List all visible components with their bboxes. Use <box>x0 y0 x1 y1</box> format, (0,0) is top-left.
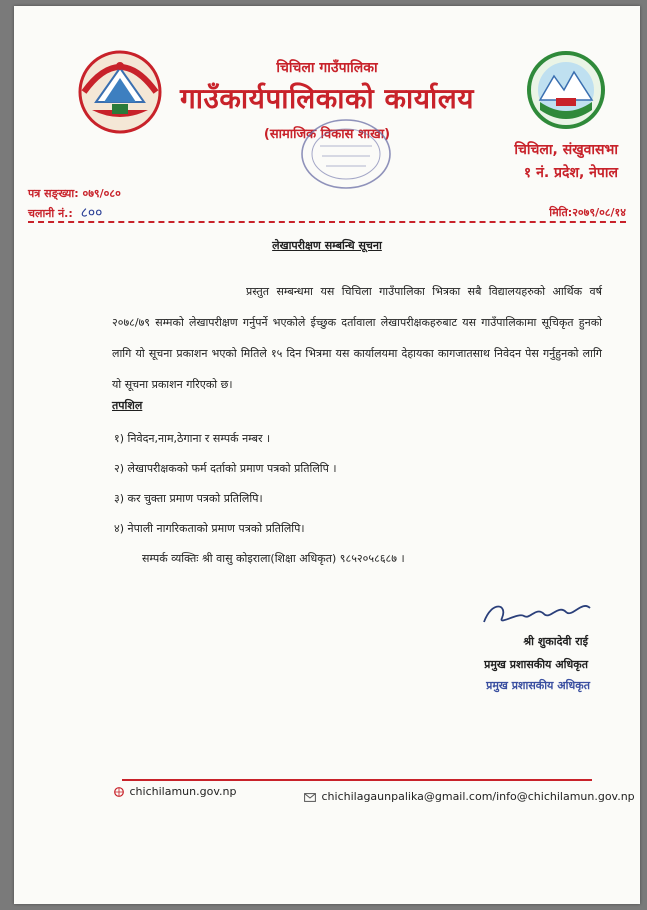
globe-icon <box>114 787 124 797</box>
list-item: ४) नेपाली नागरिकताको प्रमाण पत्रको प्रतिलिपि। <box>114 522 305 535</box>
envelope-icon <box>304 793 316 802</box>
letter-page <box>14 6 640 904</box>
dispatch-number-value: ८०० <box>80 205 103 221</box>
contact-person: सम्पर्क व्यक्तिः श्री वासु कोइराला(शिक्षा अधिकृत) ९८५२०५८६८७ । <box>142 552 405 565</box>
website-text[interactable]: chichilamun.gov.np <box>129 785 237 798</box>
signatory-name: श्री शुकादेवी राई <box>523 635 588 648</box>
list-item: १) निवेदन,नाम,ठेगाना र सम्पर्क नम्बर । <box>114 432 271 445</box>
letter-number: पत्र सङ्ख्या: ०७९/०८० <box>28 187 121 200</box>
email-text[interactable]: chichilagaunpalika@gmail.com/info@chichilamun.gov.np <box>321 790 635 803</box>
footer-divider <box>122 779 592 781</box>
address-line-1: चिचिला, संखुवासभा <box>514 142 618 158</box>
list-item: २) लेखापरीक्षकको फर्म दर्ताको प्रमाण पत्रको प्रतिलिपि । <box>114 462 337 475</box>
branch-name: (सामाजिक विकास शाखा) <box>263 127 391 142</box>
header-divider <box>28 221 626 223</box>
signatory-title: प्रमुख प्रशासकीय अधिकृत <box>484 658 588 671</box>
signatory-stamp: प्रमुख प्रशासकीय अधिकृत <box>486 679 590 692</box>
footer-website <box>114 785 236 798</box>
municipality-name: चिचिला गाउँपालिका <box>276 60 378 76</box>
notice-subject: लेखापरीक्षण सम्बन्धि सूचना <box>272 239 382 252</box>
address-line-2: १ नं. प्रदेश, नेपाल <box>523 165 618 181</box>
office-title: गाउँकार्यपालिकाको कार्यालय <box>180 82 474 115</box>
signature-icon <box>478 594 598 634</box>
details-heading: तपशिल <box>112 399 143 412</box>
dispatch-number-label: चलानी नं.: <box>28 207 73 220</box>
notice-body: प्रस्तुत सम्बन्धमा यस चिचिला गाउँपालिका भित्रका सबै विद्यालयहरुको आर्थिक वर्ष २०७८/७९ सम्मको लेखापरीक्षण गर्नुपर्ने भएकोले ईच्छुक दर्तावाला लेखापरीक्षकहरुबाट यस गाउँपालिकामा सूचिकृत हुनको लागि यो सूचना प्रकाशन भएको मितिले १५ दिन भित्रमा यस कार्यालयमा देहायका कागजातसाथ निवेदन पेस गर्नुहुनको लागि यो सूचना प्रकाशन गरिएको छ। <box>112 285 602 391</box>
letter-date: मिति:२०७९/०८/१४ <box>549 206 626 219</box>
footer-email <box>304 790 635 803</box>
office-stamp-icon <box>298 116 394 192</box>
list-item: ३) कर चुक्ता प्रमाण पत्रको प्रतिलिपि। <box>114 492 263 505</box>
dispatch-number <box>28 203 102 222</box>
